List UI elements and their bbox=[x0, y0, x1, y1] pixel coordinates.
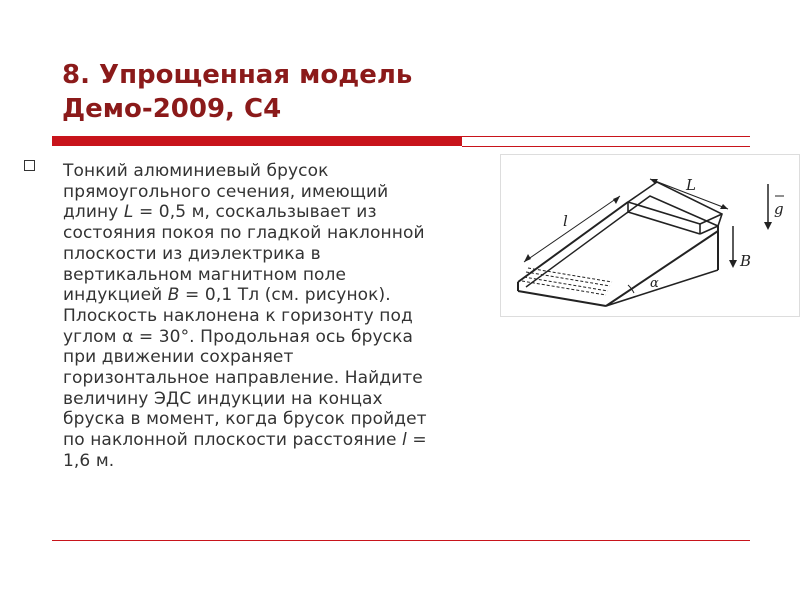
text-line: при движении сохраняет bbox=[63, 347, 294, 368]
text-line bbox=[63, 430, 513, 451]
text-line: горизонтальное направление. Найдите bbox=[63, 368, 423, 389]
variable-L: L bbox=[123, 202, 134, 223]
variable-B: B bbox=[167, 285, 180, 306]
problem-text bbox=[63, 161, 513, 472]
text-line: 1,6 м. bbox=[63, 450, 115, 471]
equals-sign: = bbox=[406, 430, 427, 451]
induction-value: = 0,1 Тл (см. рисунок). bbox=[179, 285, 391, 306]
text-fragment: длину bbox=[63, 202, 124, 223]
label-alpha: α bbox=[650, 276, 659, 291]
title-divider-thick bbox=[52, 137, 462, 146]
variable-l: l bbox=[402, 430, 407, 451]
text-line: вертикальном магнитном поле bbox=[63, 264, 347, 285]
label-L: L bbox=[686, 176, 696, 194]
square-bullet-icon bbox=[24, 160, 35, 171]
label-B: B bbox=[740, 252, 752, 270]
text-line: плоскости из диэлектрика в bbox=[63, 243, 321, 264]
text-line: углом α = 30°. Продольная ось бруска bbox=[63, 326, 413, 347]
text-line: Тонкий алюминиевый брусок bbox=[63, 161, 329, 181]
bottom-divider bbox=[52, 540, 750, 541]
text-line: состояния покоя по гладкой наклонной bbox=[63, 223, 425, 244]
title-divider-thin-lower bbox=[462, 146, 750, 147]
title-line-2: Демо-2009, С4 bbox=[62, 94, 282, 124]
text-line: величину ЭДС индукции на концах bbox=[63, 388, 383, 409]
slide-title bbox=[62, 58, 762, 126]
label-g: g bbox=[774, 200, 784, 218]
text-line: Плоскость наклонена к горизонту под bbox=[63, 305, 413, 326]
text-line bbox=[63, 285, 513, 306]
inclined-plane-figure bbox=[500, 154, 800, 317]
text-line: прямоугольного сечения, имеющий bbox=[63, 181, 389, 202]
text-fragment: по наклонной плоскости расстояние bbox=[63, 430, 403, 451]
title-line-1: 8. Упрощенная модель bbox=[62, 60, 413, 90]
text-line: бруска в момент, когда брусок пройдет bbox=[63, 409, 427, 430]
text-line bbox=[63, 202, 513, 223]
label-l: l bbox=[563, 212, 568, 230]
length-value: = 0,5 м, соскальзывает из bbox=[133, 202, 377, 223]
text-fragment: индукцией bbox=[63, 285, 168, 306]
